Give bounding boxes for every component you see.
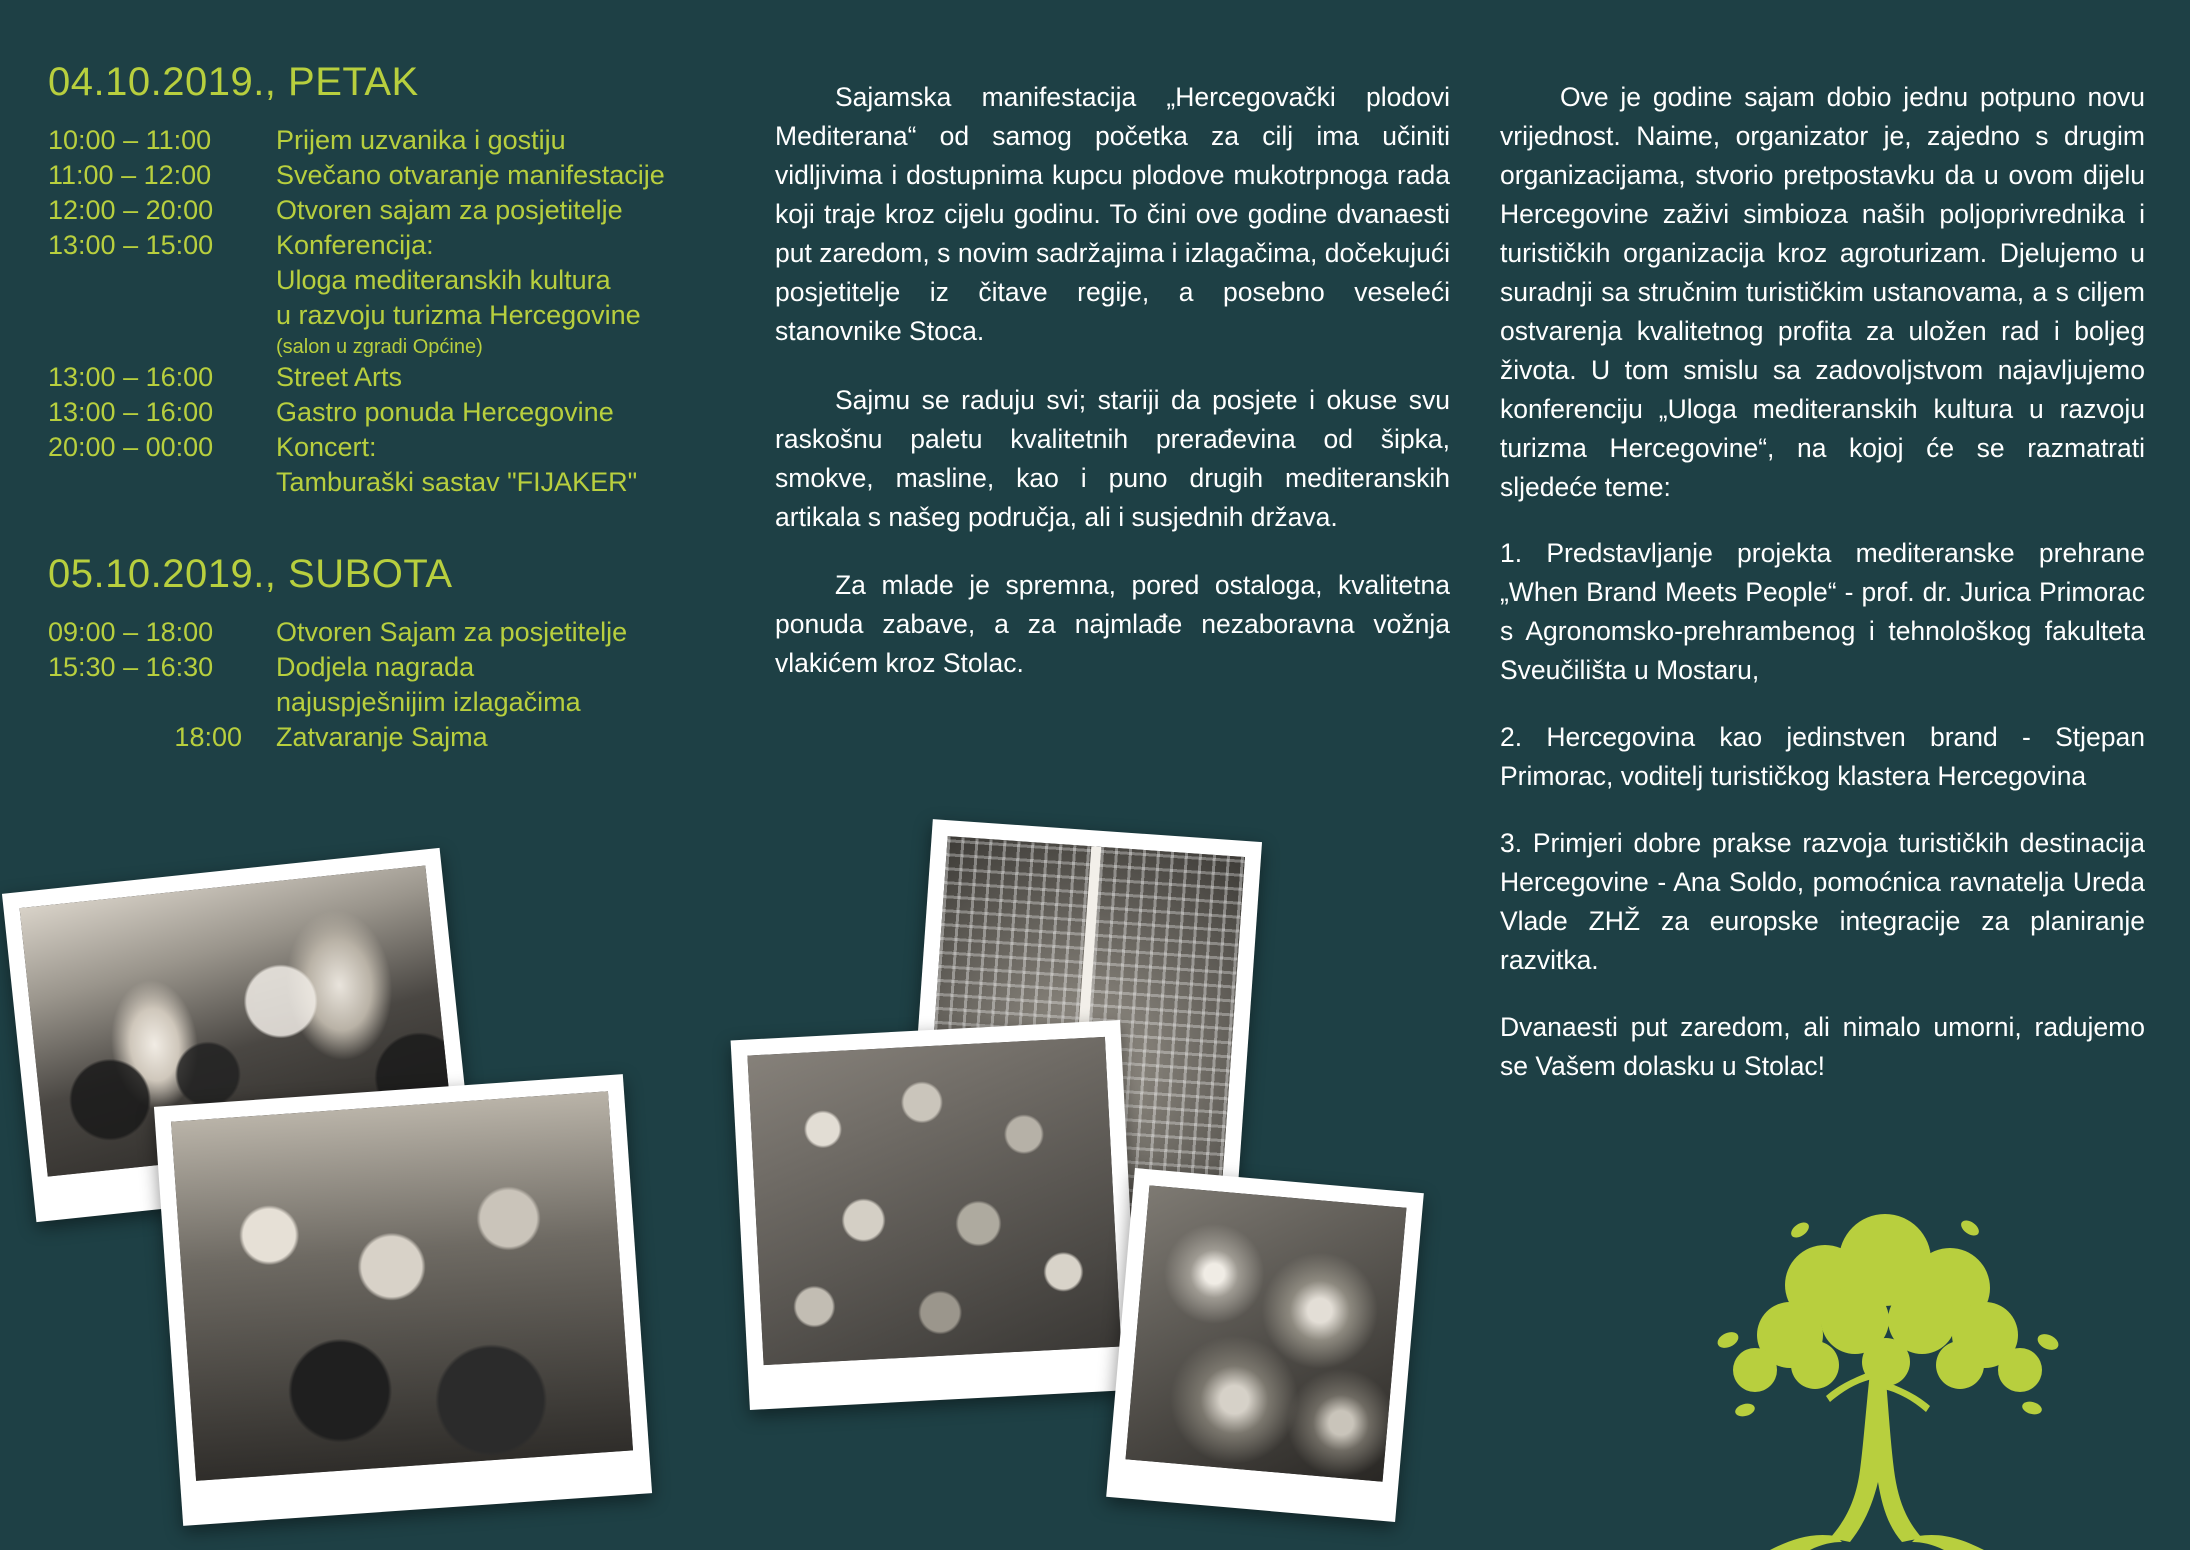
conference-topic-1: 1. Predstavljanje projekta mediteranske prehrane „When Brand Meets People“ - prof. dr. Jurica Primorac s Agronomsko-prehrambenog i tehnološkog fakulteta Sveučilišta u Mostaru, bbox=[1500, 538, 2145, 686]
schedule-description: Svečano otvaranje manifestacije bbox=[276, 160, 665, 191]
schedule-description: Prijem uzvanika i gostiju bbox=[276, 125, 566, 155]
schedule-time: 11:00 – 12:00 bbox=[48, 160, 212, 191]
middle-text-column bbox=[775, 78, 1450, 713]
paragraph: Ove je godine sajam dobio jednu potpuno novu vrijednost. Naime, organizator je, zajedno s drugim organizacijama, stvorio pretpostavku da u ovom dijelu Hercegovine zaživi simbioza naših poljoprivrednika i turističkih organizacija kroz agroturizam. Djelujemo u suradnji sa stručnim turističkim ustanovama, a s ciljem ostvarenja kvalitetnog profita za uložen rad i boljeg života. U tom smislu sa zadovoljstvom najavljujemo konferenciju „Uloga mediteranskih kultura u razvoju turizma Hercegovine“, na kojoj će se razmatrati sljedeće teme: bbox=[1500, 82, 2145, 502]
schedule-time: 13:00 – 16:00 bbox=[48, 396, 214, 427]
schedule-description-line2: Uloga mediteranskih kultura bbox=[276, 265, 611, 296]
schedule-row bbox=[48, 158, 748, 193]
schedule-time: 15:30 – 16:30 bbox=[48, 652, 214, 683]
schedule-time: 13:00 – 15:00 bbox=[48, 230, 214, 261]
schedule-row bbox=[48, 228, 748, 359]
schedule-time: 12:00 – 20:00 bbox=[48, 195, 214, 226]
schedule-row bbox=[48, 615, 748, 650]
day-title-saturday: 05.10.2019., SUBOTA bbox=[48, 551, 453, 596]
schedule-time: 13:00 – 16:00 bbox=[48, 361, 214, 392]
closing-paragraph: Dvanaesti put zaredom, ali nimalo umorni, radujemo se Vašem dolasku u Stolac! bbox=[1500, 1012, 2145, 1081]
schedule-row bbox=[48, 123, 748, 158]
schedule-time: 09:00 – 18:00 bbox=[48, 616, 214, 647]
photo-crowd bbox=[154, 1074, 652, 1526]
schedule-time: 10:00 – 11:00 bbox=[48, 125, 212, 155]
photo-olives bbox=[731, 1020, 1140, 1410]
day-title-friday: 04.10.2019., PETAK bbox=[48, 60, 419, 104]
photo-pomegranates-image bbox=[1126, 1185, 1407, 1481]
photo-crowd-image bbox=[171, 1091, 633, 1481]
schedule-description-line2: Tamburaški sastav "FIJAKER" bbox=[276, 466, 638, 497]
schedule-time: 18:00 bbox=[174, 722, 242, 753]
conference-topic-2: 2. Hercegovina kao jedinstven brand - Stjepan Primorac, voditelj turističkog klastera Hercegovina bbox=[1500, 722, 2145, 792]
schedule-description: Konferencija: bbox=[276, 230, 434, 261]
schedule-description: Otvoren sajam za posjetitelje bbox=[276, 195, 623, 226]
schedule-row bbox=[48, 430, 748, 500]
schedule-description-line3: u razvoju turizma Hercegovine bbox=[276, 300, 641, 331]
schedule-row bbox=[48, 193, 748, 228]
schedule-row bbox=[48, 360, 748, 395]
schedule-row bbox=[48, 720, 748, 755]
schedule-row bbox=[48, 395, 748, 430]
schedule-description-group bbox=[276, 650, 748, 720]
schedule-description-note: (salon u zgradi Općine) bbox=[276, 335, 483, 358]
schedule-description-line2: najuspješnijim izlagačima bbox=[276, 687, 581, 718]
olive-tree-logo bbox=[1650, 1170, 2120, 1550]
schedule-description: Gastro ponuda Hercegovine bbox=[276, 396, 614, 427]
schedule-description: Dodjela nagrada bbox=[276, 652, 475, 683]
photo-pomegranates bbox=[1106, 1168, 1424, 1522]
schedule-description: Street Arts bbox=[276, 361, 403, 392]
photo-olives-image bbox=[747, 1037, 1121, 1365]
right-text-column bbox=[1500, 78, 2145, 1114]
schedule-panel bbox=[48, 60, 748, 755]
paragraph: Za mlade je spremna, pored ostaloga, kvalitetna ponuda zabave, a za najmlađe nezaboravna vožnja vlakićem kroz Stolac. bbox=[775, 570, 1450, 679]
paragraph: Sajmu se raduju svi; stariji da posjete i okuse svu raskošnu paletu kvalitetnih prerađevina od šipka, smokve, masline, kao i puno drugih mediteranskih artikala s našeg područja, ali i susjednih država. bbox=[775, 384, 1450, 532]
schedule-description: Koncert: bbox=[276, 431, 377, 462]
schedule-description: Zatvaranje Sajma bbox=[276, 722, 488, 753]
schedule-description: Otvoren Sajam za posjetitelje bbox=[276, 616, 628, 647]
conference-topic-3: 3. Primjeri dobre prakse razvoja turističkih destinacija Hercegovine - Ana Soldo, pomoćnica ravnatelja Ureda Vlade ZHŽ za europske integracije za planiranje razvitka. bbox=[1500, 828, 2145, 976]
schedule-row bbox=[48, 650, 748, 720]
schedule-description-group bbox=[276, 228, 748, 359]
schedule-description-group bbox=[276, 430, 748, 500]
schedule-time: 20:00 – 00:00 bbox=[48, 431, 214, 462]
paragraph: Sajamska manifestacija „Hercegovački plodovi Mediterana“ od samog početka za cilj ima učiniti vidljivima i dostupnima kupcu plodove mukotrpnoga rada koji traje kroz cijelu godinu. To čini ove godine dvanaesti put zaredom, s novim sadržajima i izlagačima, dočekujući posjetitelje iz čitave regije, a posebno veseleći stanovnike Stoca. bbox=[775, 82, 1450, 346]
